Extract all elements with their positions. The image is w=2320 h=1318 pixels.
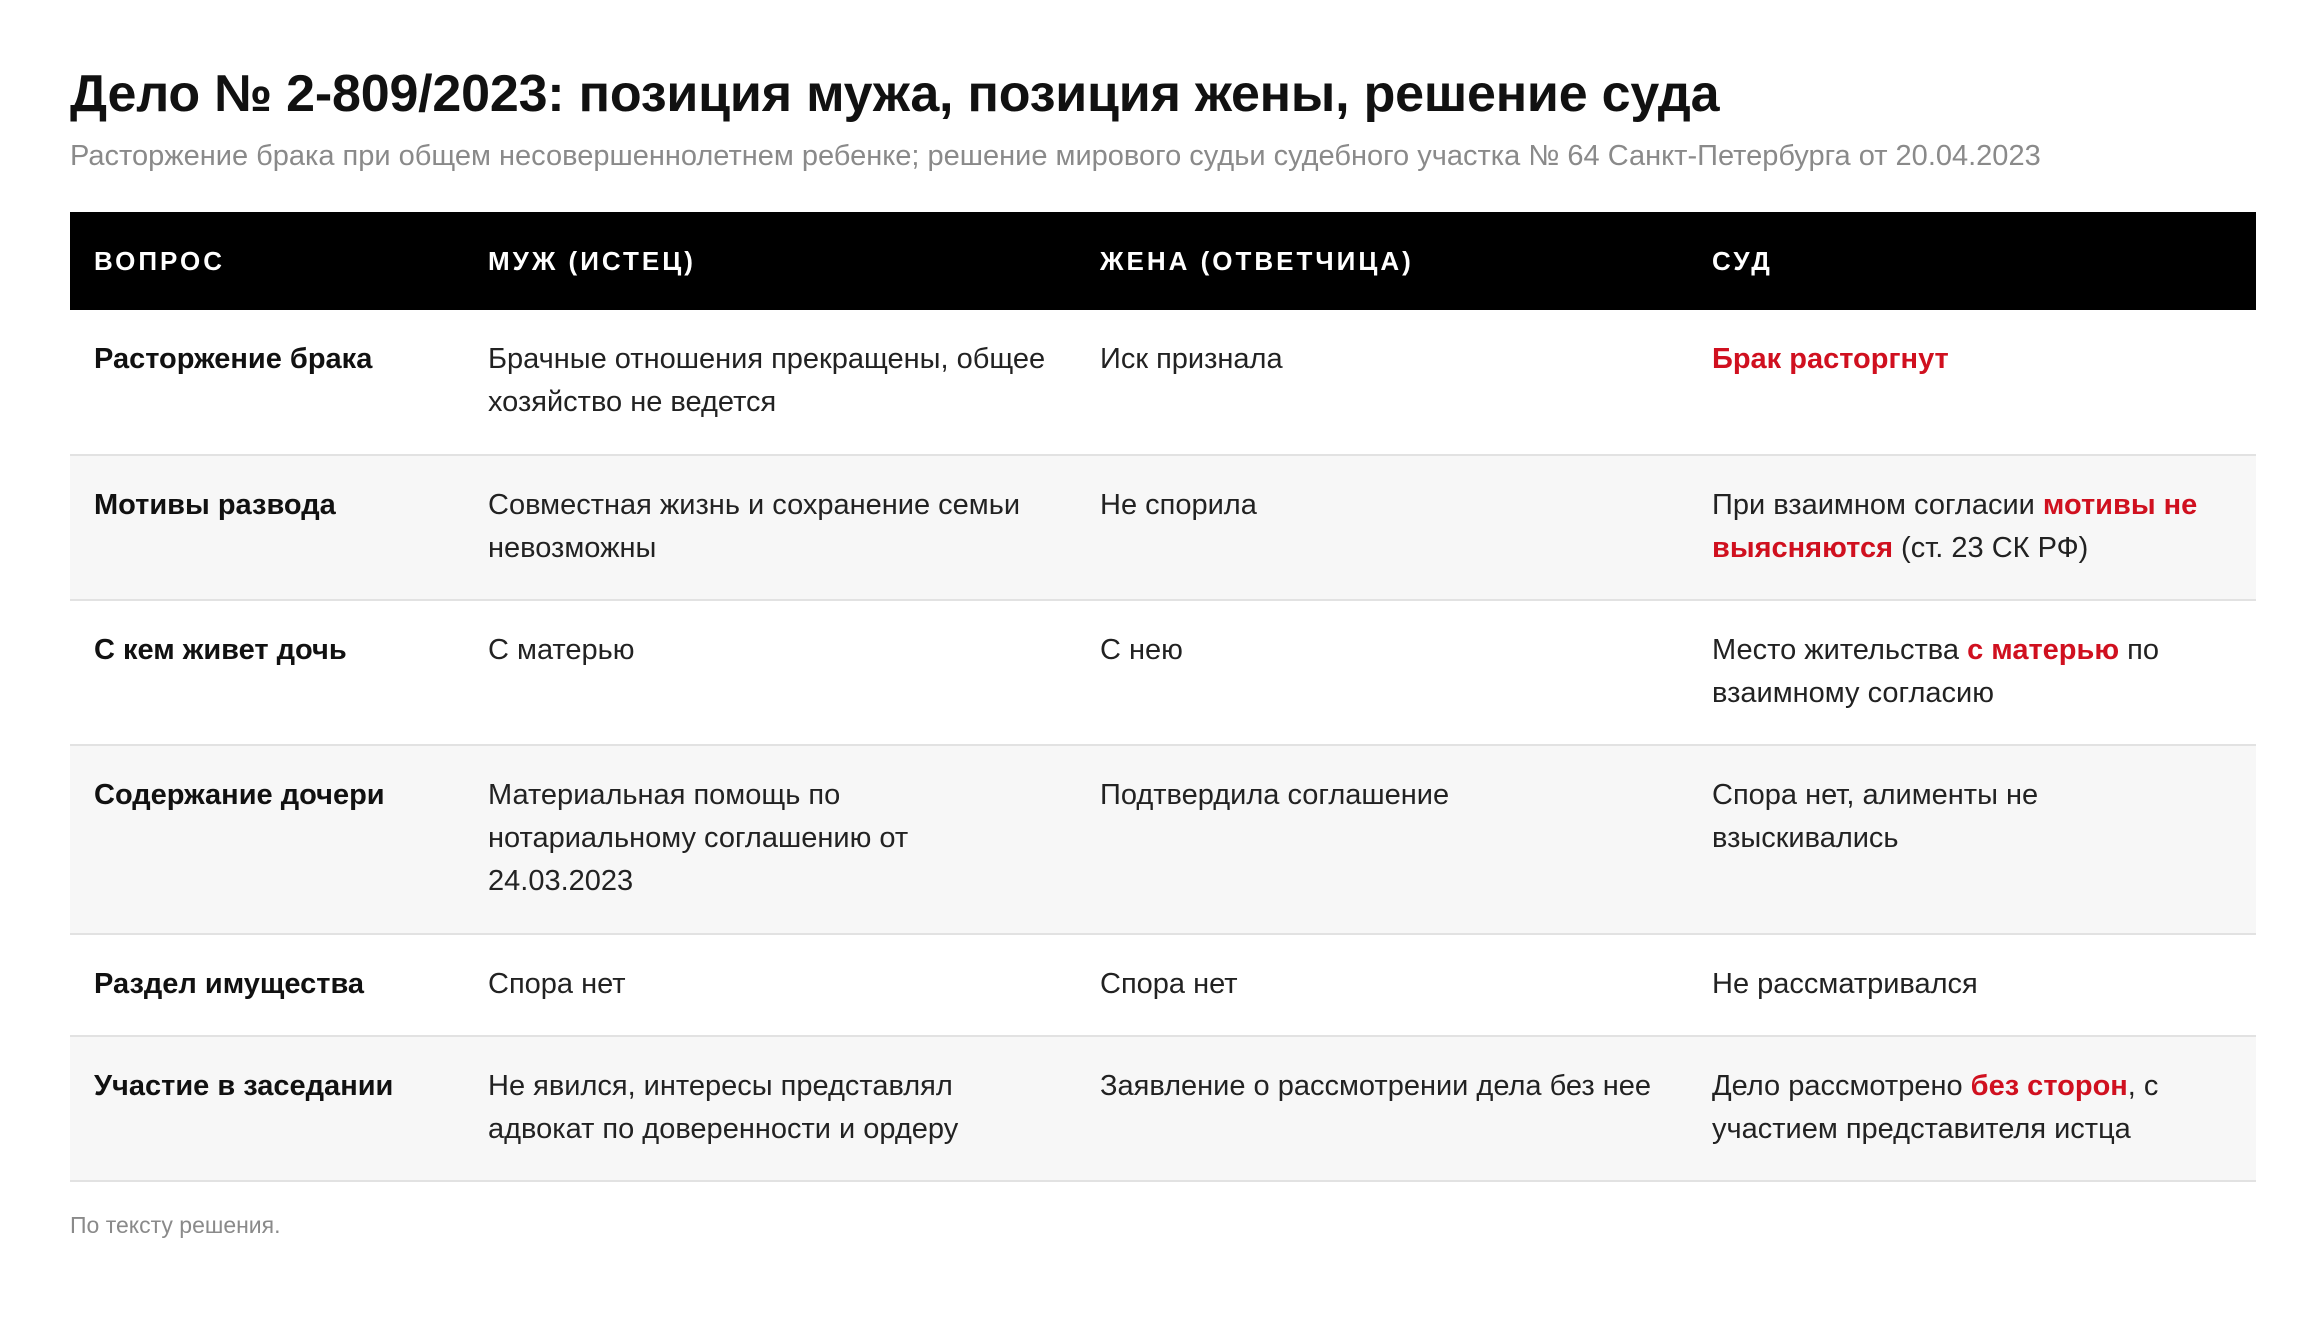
- page: [70, 62, 2256, 1240]
- husband-cell: Совместная жизнь и сохранение семьи невозможны: [464, 455, 1076, 600]
- table-row: [70, 745, 2256, 934]
- court-text-after: (ст. 23 СК РФ): [1893, 532, 2089, 564]
- case-comparison-table: [70, 212, 2256, 1182]
- court-highlight: без сторон: [1970, 1070, 2128, 1102]
- header-court: СУД: [1688, 212, 2256, 310]
- husband-cell: Материальная помощь по нотариальному соглашению от 24.03.2023: [464, 745, 1076, 934]
- wife-cell: Не спорила: [1076, 455, 1688, 600]
- footnote: По тексту решения.: [70, 1212, 281, 1238]
- question-cell: С кем живет дочь: [70, 600, 464, 745]
- page-subtitle: Расторжение брака при общем несовершеннолетнем ребенке; решение мирового судьи судебного участка № 64 Санкт-Петербурга от 20.04.2023: [70, 140, 2041, 172]
- wife-cell: Заявление о рассмотрении дела без нее: [1076, 1036, 1688, 1181]
- court-text-after: по взаимному согласию: [1712, 634, 2159, 709]
- header-wife: ЖЕНА (ОТВЕТЧИЦА): [1076, 212, 1688, 310]
- wife-cell: Подтвердила соглашение: [1076, 745, 1688, 934]
- table-row: [70, 310, 2256, 455]
- court-text-after: , с участием представителя истца: [1712, 1070, 2159, 1145]
- court-cell: [1688, 745, 2256, 934]
- wife-cell: Спора нет: [1076, 934, 1688, 1036]
- husband-cell: С матерью: [464, 600, 1076, 745]
- court-cell: [1688, 310, 2256, 455]
- question-cell: Расторжение брака: [70, 310, 464, 455]
- court-highlight: мотивы не выясняются: [1712, 489, 2198, 564]
- court-text-before: Спора нет, алименты не взыскивались: [1712, 779, 2039, 854]
- court-cell: [1688, 455, 2256, 600]
- question-cell: Раздел имущества: [70, 934, 464, 1036]
- question-cell: Содержание дочери: [70, 745, 464, 934]
- court-text-before: При взаимном согласии: [1712, 489, 2043, 521]
- wife-cell: Иск признала: [1076, 310, 1688, 455]
- court-cell: [1688, 1036, 2256, 1181]
- question-cell: Мотивы развода: [70, 455, 464, 600]
- husband-cell: Брачные отношения прекращены, общее хозяйство не ведется: [464, 310, 1076, 455]
- court-highlight: Брак расторгнут: [1712, 343, 1949, 375]
- table-row: [70, 1036, 2256, 1181]
- court-cell: [1688, 934, 2256, 1036]
- court-text-before: Не рассматривался: [1712, 968, 1978, 1000]
- husband-cell: Спора нет: [464, 934, 1076, 1036]
- court-text-before: Дело рассмотрено: [1712, 1070, 1971, 1102]
- header-husband: МУЖ (ИСТЕЦ): [464, 212, 1076, 310]
- page-title: Дело № 2-809/2023: позиция мужа, позиция жены, решение суда: [70, 65, 1720, 123]
- table-row: [70, 455, 2256, 600]
- court-highlight: с матерью: [1967, 634, 2120, 666]
- husband-cell: Не явился, интересы представлял адвокат по доверенности и ордеру: [464, 1036, 1076, 1181]
- court-text-before: Место жительства: [1712, 634, 1968, 666]
- table-header-row: [70, 212, 2256, 310]
- wife-cell: С нею: [1076, 600, 1688, 745]
- question-cell: Участие в заседании: [70, 1036, 464, 1181]
- table-row: [70, 934, 2256, 1036]
- table-row: [70, 600, 2256, 745]
- header-question: ВОПРОС: [70, 212, 464, 310]
- table-header: [70, 212, 2256, 310]
- court-cell: [1688, 600, 2256, 745]
- table-body: [70, 310, 2256, 1181]
